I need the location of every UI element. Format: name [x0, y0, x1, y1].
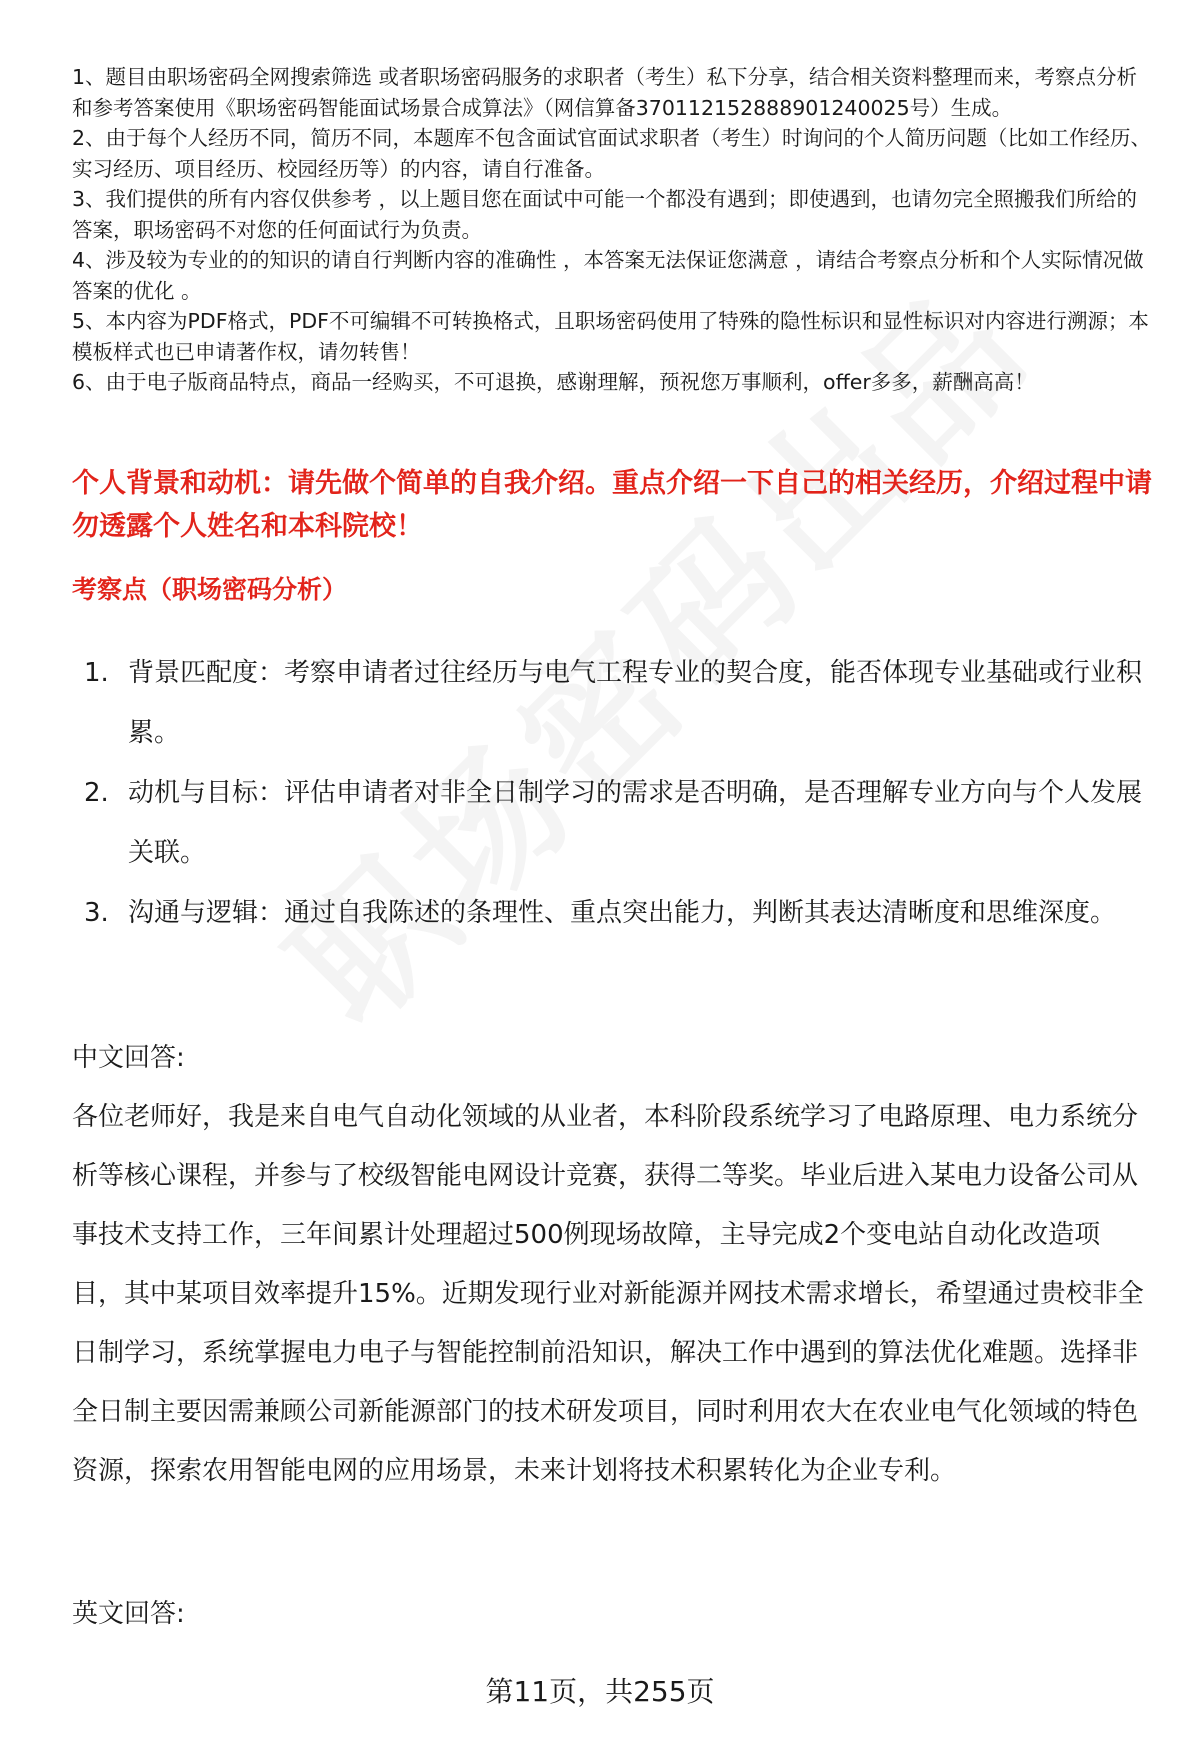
- assessment-point: [72, 763, 1152, 883]
- point-number: 2.: [84, 778, 109, 808]
- english-answer-label: 英文回答:: [72, 1599, 185, 1629]
- section-title: 考察点（职场密码分析）: [72, 575, 348, 604]
- chinese-answer-label: 中文回答:: [72, 1043, 185, 1073]
- disclaimer-block: [72, 62, 1152, 398]
- point-number: 1.: [84, 658, 109, 688]
- assessment-points: [72, 643, 1152, 943]
- point-text: 动机与目标：评估申请者对非全日制学习的需求是否明确，是否理解专业方向与个人发展关联。: [128, 778, 1143, 868]
- assessment-point: [72, 643, 1152, 763]
- point-text: 沟通与逻辑：通过自我陈述的条理性、重点突出能力，判断其表达清晰度和思维深度。: [128, 898, 1117, 928]
- disclaimer-item: 2、由于每个人经历不同，简历不同，本题库不包含面试官面试求职者（考生）时询问的个人简历问题（比如工作经历、实习经历、项目经历、校园经历等）的内容，请自行准备。: [72, 126, 1152, 181]
- interview-question: 个人背景和动机：请先做个简单的自我介绍。重点介绍一下自己的相关经历，介绍过程中请勿透露个人姓名和本科院校！: [72, 468, 1152, 542]
- disclaimer-item: 6、由于电子版商品特点，商品一经购买，不可退换，感谢理解，预祝您万事顺利，offer多多，薪酬高高！: [72, 370, 1035, 394]
- page-number: 第11页，共255页: [485, 1675, 715, 1708]
- assessment-point: [72, 883, 1152, 943]
- disclaimer-item: 5、本内容为PDF格式，PDF不可编辑不可转换格式，且职场密码使用了特殊的隐性标识和显性标识对内容进行溯源；本模板样式也已申请著作权，请勿转售！: [72, 309, 1149, 364]
- disclaimer-item: 1、题目由职场密码全网搜索筛选 或者职场密码服务的求职者（考生）私下分享，结合相关资料整理而来，考察点分析和参考答案使用《职场密码智能面试场景合成算法》（网信算备370112152888901240025号）生成。: [72, 65, 1138, 120]
- point-number: 3.: [84, 898, 109, 928]
- chinese-answer-text: 各位老师好，我是来自电气自动化领域的从业者，本科阶段系统学习了电路原理、电力系统分析等核心课程，并参与了校级智能电网设计竞赛，获得二等奖。毕业后进入某电力设备公司从事技术支持工作，三年间累计处理超过500例现场故障，主导完成2个变电站自动化改造项目，其中某项目效率提升15%。近期发现行业对新能源并网技术需求增长，希望通过贵校非全日制学习，系统掌握电力电子与智能控制前沿知识，解决工作中遇到的算法优化难题。选择非全日制主要因需兼顾公司新能源部门的技术研发项目，同时利用农大在农业电气化领域的特色资源，探索农用智能电网的应用场景，未来计划将技术积累转化为企业专利。: [72, 1102, 1144, 1486]
- point-text: 背景匹配度：考察申请者过往经历与电气工程专业的契合度，能否体现专业基础或行业积累。: [128, 658, 1143, 748]
- disclaimer-item: 3、我们提供的所有内容仅供参考 ，以上题目您在面试中可能一个都没有遇到；即使遇到，也请勿完全照搬我们所给的答案，职场密码不对您的任何面试行为负责。: [72, 187, 1138, 242]
- disclaimer-item: 4、涉及较为专业的的知识的请自行判断内容的准确性 ，本答案无法保证您满意 ，请结合考察点分析和个人实际情况做答案的优化 。: [72, 248, 1144, 303]
